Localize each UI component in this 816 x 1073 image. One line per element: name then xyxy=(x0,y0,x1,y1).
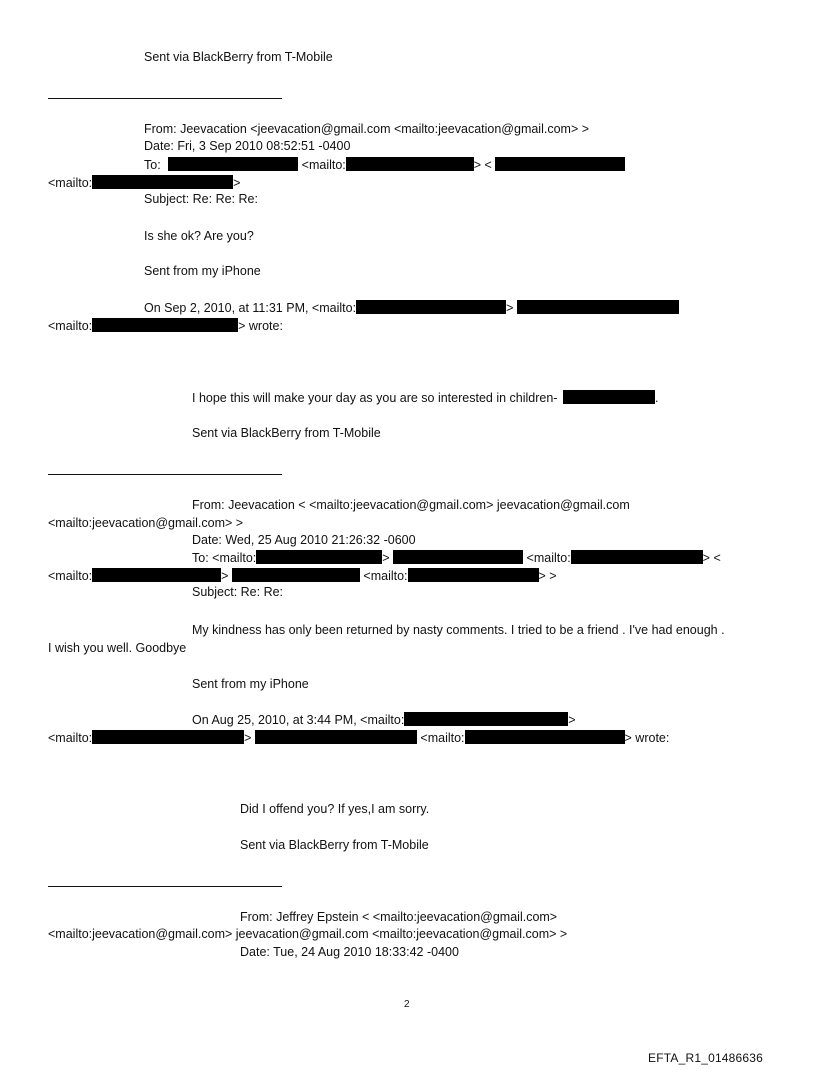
redaction-box xyxy=(393,550,523,564)
redaction-box xyxy=(404,712,568,726)
header-subject: Subject: Re: Re: Re: xyxy=(144,192,258,206)
quote-intro-continued xyxy=(48,730,669,746)
on-date-text: On Aug 25, 2010, at 3:44 PM, <mailto: xyxy=(192,713,405,727)
mailto-text: <mailto: xyxy=(420,731,465,745)
mailto-text: <mailto: xyxy=(48,731,93,745)
sent-signature: Sent from my iPhone xyxy=(144,264,261,278)
redaction-box xyxy=(92,175,233,189)
redaction-box xyxy=(255,730,417,744)
header-from: From: Jeffrey Epstein < <mailto:jeevacation@gmail.com> xyxy=(240,910,558,924)
redaction-box xyxy=(356,300,506,314)
redaction-box xyxy=(256,550,382,564)
bracket-text: > xyxy=(382,551,390,565)
separator-line xyxy=(48,98,282,99)
message-body: Did I offend you? If yes,I am sorry. xyxy=(240,802,430,816)
header-to-continued xyxy=(48,568,557,584)
bracket-text: > xyxy=(233,176,241,190)
mailto-text: <mailto: xyxy=(363,569,408,583)
redaction-box xyxy=(92,318,238,332)
bracket-text: > < xyxy=(702,551,721,565)
quote-intro xyxy=(144,300,679,316)
body-text: I hope this will make your day as you are so interested in children- xyxy=(192,391,558,405)
header-from: From: Jeevacation < <mailto:jeevacation@gmail.com> jeevacation@gmail.com xyxy=(192,498,630,512)
quote-intro-continued xyxy=(48,318,283,334)
bates-number: EFTA_R1_01486636 xyxy=(648,1051,764,1065)
bracket-text: > xyxy=(568,713,576,727)
sent-signature: Sent via BlackBerry from T-Mobile xyxy=(240,838,429,852)
mailto-text: <mailto: xyxy=(48,176,93,190)
message-body-continued: I wish you well. Goodbye xyxy=(48,641,187,655)
sent-signature: Sent via BlackBerry from T-Mobile xyxy=(144,50,333,64)
wrote-text: > wrote: xyxy=(238,319,283,333)
header-from: From: Jeevacation <jeevacation@gmail.com <mailto:jeevacation@gmail.com> > xyxy=(144,122,590,136)
wrote-text: > wrote: xyxy=(624,731,670,745)
message-body: Is she ok? Are you? xyxy=(144,229,254,243)
mailto-text: <mailto: xyxy=(48,319,93,333)
redaction-box xyxy=(571,550,703,564)
bracket-text: > < xyxy=(473,158,492,172)
header-from-continued: <mailto:jeevacation@gmail.com> jeevacation@gmail.com <mailto:jeevacation@gmail.com> > xyxy=(48,927,568,941)
sent-signature: Sent from my iPhone xyxy=(192,677,309,691)
quote-intro xyxy=(192,712,576,728)
mailto-text: <mailto: xyxy=(526,551,571,565)
message-body: My kindness has only been returned by nasty comments. I tried to be a friend . I've had enough . xyxy=(192,623,725,637)
redaction-box xyxy=(168,157,298,171)
header-subject: Subject: Re: Re: xyxy=(192,585,284,599)
redaction-box xyxy=(563,390,655,404)
header-to xyxy=(192,550,721,566)
body-end: . xyxy=(654,391,659,405)
on-date-text: On Sep 2, 2010, at 11:31 PM, <mailto: xyxy=(144,301,357,315)
header-date: Date: Fri, 3 Sep 2010 08:52:51 -0400 xyxy=(144,139,351,153)
redaction-box xyxy=(92,730,244,744)
separator-line xyxy=(48,886,282,887)
header-to xyxy=(144,157,625,173)
bracket-text: > xyxy=(244,731,252,745)
message-body xyxy=(192,390,658,406)
redaction-box xyxy=(408,568,539,582)
header-date: Date: Tue, 24 Aug 2010 18:33:42 -0400 xyxy=(240,945,459,959)
page-number: 2 xyxy=(404,999,410,1010)
bracket-text: > xyxy=(221,569,229,583)
bracket-text: > > xyxy=(538,569,557,583)
separator-line xyxy=(48,474,282,475)
redaction-box xyxy=(517,300,679,314)
redaction-box xyxy=(92,568,221,582)
redaction-box xyxy=(495,157,625,171)
mailto-text: <mailto: xyxy=(301,158,346,172)
to-label: To: <mailto: xyxy=(192,551,257,565)
to-label: To: xyxy=(144,158,161,172)
redaction-box xyxy=(465,730,625,744)
bracket-text: > xyxy=(506,301,514,315)
header-date: Date: Wed, 25 Aug 2010 21:26:32 -0600 xyxy=(192,533,416,547)
sent-signature: Sent via BlackBerry from T-Mobile xyxy=(192,426,381,440)
redaction-box xyxy=(232,568,360,582)
mailto-text: <mailto: xyxy=(48,569,93,583)
header-to-continued xyxy=(48,175,240,191)
redaction-box xyxy=(346,157,474,171)
header-from-continued: <mailto:jeevacation@gmail.com> > xyxy=(48,516,244,530)
